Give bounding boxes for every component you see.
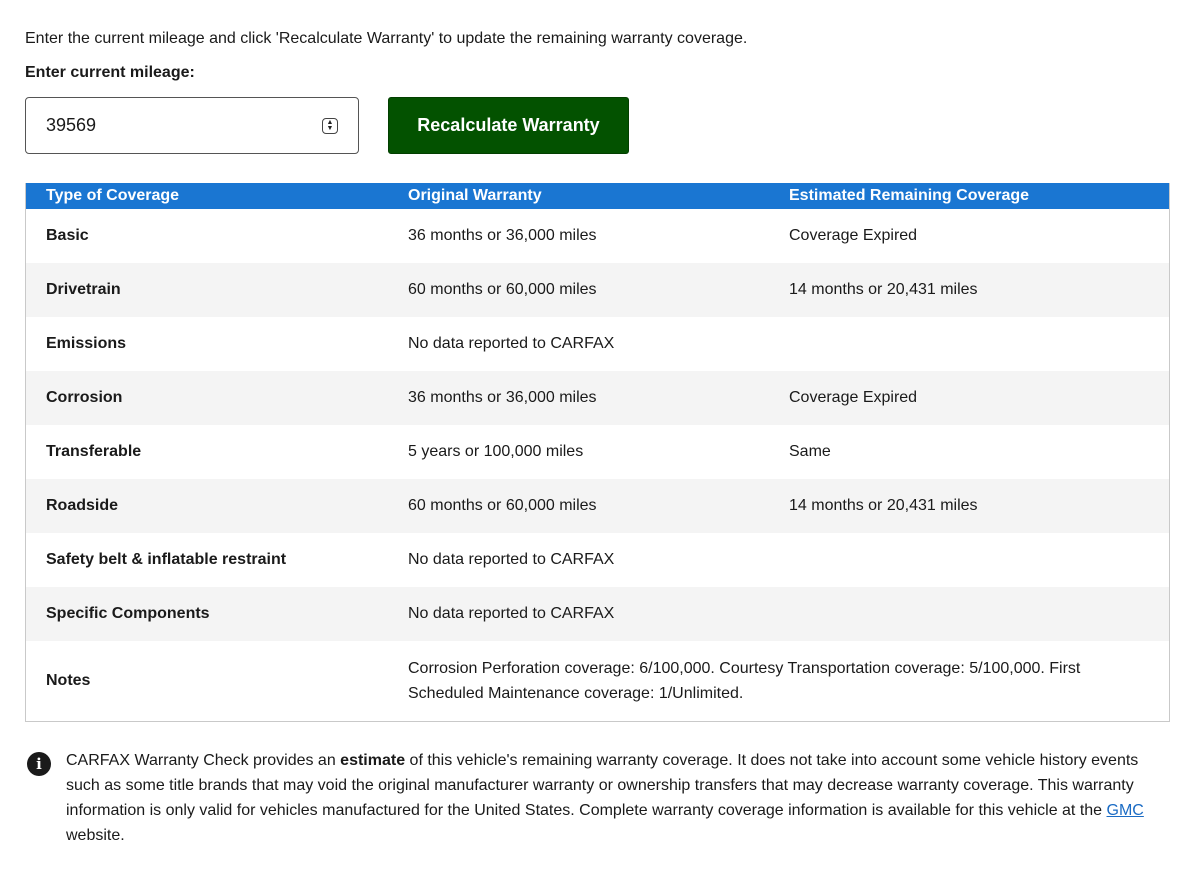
- table-row: [26, 371, 1169, 425]
- disclaimer-part-3: website.: [66, 827, 125, 844]
- original-warranty: No data reported to CARFAX: [408, 335, 615, 352]
- coverage-type: Corrosion: [46, 389, 123, 406]
- chevron-down-icon[interactable]: ▼: [326, 125, 334, 132]
- original-warranty: 60 months or 60,000 miles: [408, 497, 597, 514]
- warranty-table: [25, 183, 1170, 722]
- coverage-type: Specific Components: [46, 605, 210, 622]
- table-row: [26, 209, 1169, 263]
- header-type-of-coverage: Type of Coverage: [46, 187, 180, 204]
- table-row: [26, 587, 1169, 641]
- coverage-type: Roadside: [46, 497, 119, 514]
- table-row: [26, 479, 1169, 533]
- notes-label: Notes: [46, 672, 91, 689]
- remaining-coverage: Coverage Expired: [789, 227, 918, 244]
- remaining-coverage: 14 months or 20,431 miles: [789, 281, 978, 298]
- remaining-coverage: Same: [789, 443, 831, 460]
- info-icon: i: [27, 752, 51, 776]
- header-remaining-coverage: Estimated Remaining Coverage: [789, 187, 1030, 204]
- table-row-notes: [26, 641, 1169, 721]
- coverage-type: Basic: [46, 227, 89, 244]
- recalculate-warranty-button[interactable]: Recalculate Warranty: [388, 97, 629, 154]
- disclaimer-part-2: of this vehicle's remaining warranty coverage. It does not take into account some vehicle history events such as some title brands that may void the original manufacturer warranty or ownership transfers that may decrease warranty coverage. This warranty information is only valid for vehicles manufactured for the United States. Complete warranty coverage information is available for this vehicle at the: [66, 752, 1139, 819]
- disclaimer-estimate: estimate: [340, 752, 406, 769]
- mileage-stepper[interactable]: [322, 118, 338, 134]
- mileage-label: Enter current mileage:: [25, 64, 195, 81]
- table-row: [26, 533, 1169, 587]
- disclaimer-text: [66, 748, 1166, 848]
- header-original-warranty: Original Warranty: [408, 187, 542, 204]
- table-row: [26, 263, 1169, 317]
- original-warranty: No data reported to CARFAX: [408, 605, 615, 622]
- mileage-input-container: [25, 97, 359, 154]
- table-row: [26, 425, 1169, 479]
- coverage-type: Transferable: [46, 443, 142, 460]
- original-warranty: 60 months or 60,000 miles: [408, 281, 597, 298]
- original-warranty: 36 months or 36,000 miles: [408, 389, 597, 406]
- instructions-text: Enter the current mileage and click 'Recalculate Warranty' to update the remaining warranty coverage.: [25, 30, 748, 47]
- coverage-type: Emissions: [46, 335, 127, 352]
- remaining-coverage: Coverage Expired: [789, 389, 918, 406]
- coverage-type: Safety belt & inflatable restraint: [46, 551, 287, 568]
- notes-text: Corrosion Perforation coverage: 6/100,000. Courtesy Transportation coverage: 5/100,000. First Scheduled Maintenance coverage: 1/Unlimited.: [408, 660, 1081, 702]
- coverage-type: Drivetrain: [46, 281, 121, 298]
- original-warranty: 5 years or 100,000 miles: [408, 443, 584, 460]
- disclaimer-part-1: CARFAX Warranty Check provides an: [66, 752, 341, 769]
- mileage-input[interactable]: [26, 98, 316, 153]
- chevron-up-icon[interactable]: ▲: [326, 119, 334, 126]
- original-warranty: No data reported to CARFAX: [408, 551, 615, 568]
- gmc-website-link[interactable]: GMC: [1106, 802, 1144, 819]
- remaining-coverage: 14 months or 20,431 miles: [789, 497, 978, 514]
- table-header: [26, 183, 1169, 209]
- table-row: [26, 317, 1169, 371]
- original-warranty: 36 months or 36,000 miles: [408, 227, 597, 244]
